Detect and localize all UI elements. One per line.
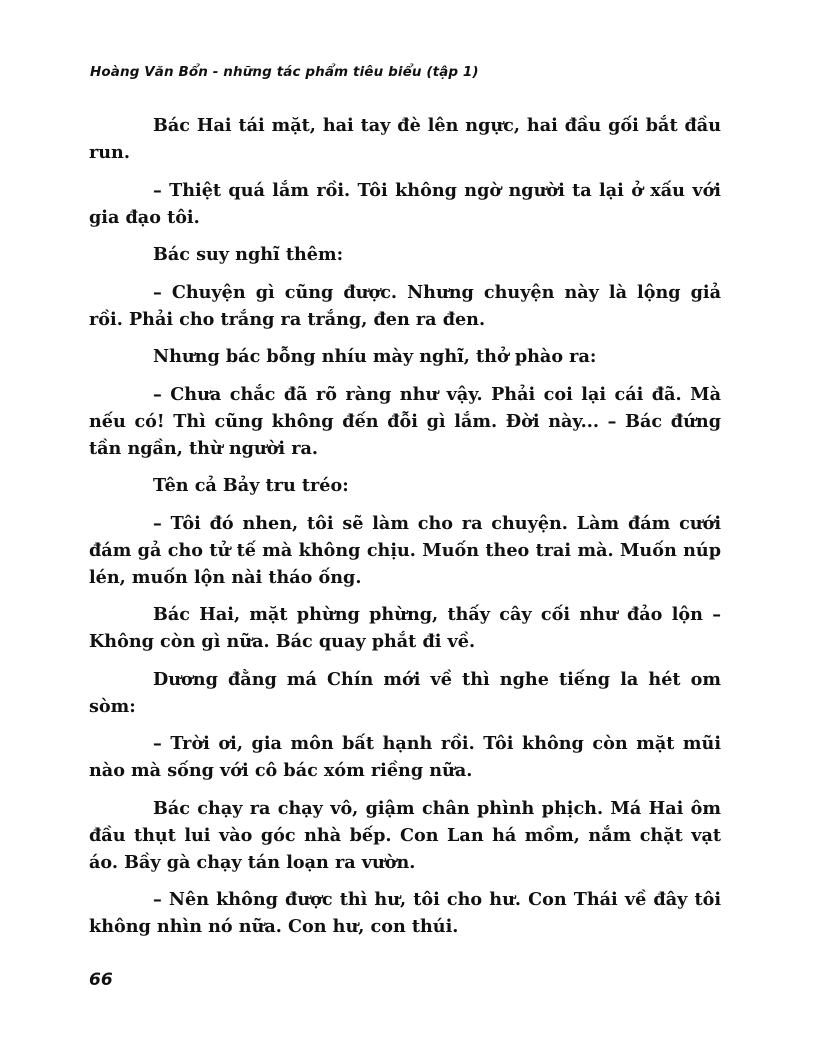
paragraph: Bác Hai, mặt phừng phừng, thấy cây cối như đảo lộn – Không còn gì nữa. Bác quay phắt đi về. bbox=[89, 604, 721, 652]
paragraph: Bác suy nghĩ thêm: bbox=[153, 244, 344, 265]
paragraph: – Nên không được thì hư, tôi cho hư. Con Thái về đây tôi không nhìn nó nữa. Con hư, con thúi. bbox=[89, 889, 721, 937]
paragraph: – Chưa chắc đã rõ ràng như vậy. Phải coi lại cái đã. Mà nếu có! Thì cũng không đến đỗi gì lắm. Đời này... – Bác đứng tần ngần, thừ người ra. bbox=[89, 383, 721, 459]
paragraph: Bác Hai tái mặt, hai tay đè lên ngực, hai đầu gối bắt đầu run. bbox=[89, 115, 721, 163]
paragraph: – Chuyện gì cũng được. Nhưng chuyện này là lộng giả rồi. Phải cho trắng ra trắng, đen ra đen. bbox=[89, 281, 721, 330]
paragraph: Dương đằng má Chín mới về thì nghe tiếng la hét om sòm: bbox=[89, 668, 721, 717]
paragraph: Tên cả Bảy tru tréo: bbox=[153, 475, 349, 496]
paragraph: Bác chạy ra chạy vô, giậm chân phình phịch. Má Hai ôm đầu thụt lui vào góc nhà bếp. Con Lan há mồm, nắm chặt vạt áo. Bầy gà chạy tán loạn ra vườn. bbox=[89, 797, 721, 873]
paragraph: Nhưng bác bỗng nhíu mày nghĩ, thở phào ra: bbox=[153, 346, 597, 367]
paragraph: – Thiệt quá lắm rồi. Tôi không ngờ người ta lại ở xấu với gia đạo tôi. bbox=[89, 179, 721, 228]
page-number: 66 bbox=[89, 970, 113, 990]
paragraph: – Tôi đó nhen, tôi sẽ làm cho ra chuyện. Làm đám cưới đám gả cho tử tế mà không chịu. Muốn theo trai mà. Muốn núp lén, muốn lộn nài tháo ống. bbox=[89, 512, 721, 588]
running-header: Hoàng Văn Bổn - những tác phẩm tiêu biểu (tập 1) bbox=[90, 64, 479, 80]
paragraph: – Trời ơi, gia môn bất hạnh rồi. Tôi không còn mặt mũi nào mà sống với cô bác xóm riềng nữa. bbox=[89, 733, 721, 781]
body-text bbox=[89, 112, 721, 951]
